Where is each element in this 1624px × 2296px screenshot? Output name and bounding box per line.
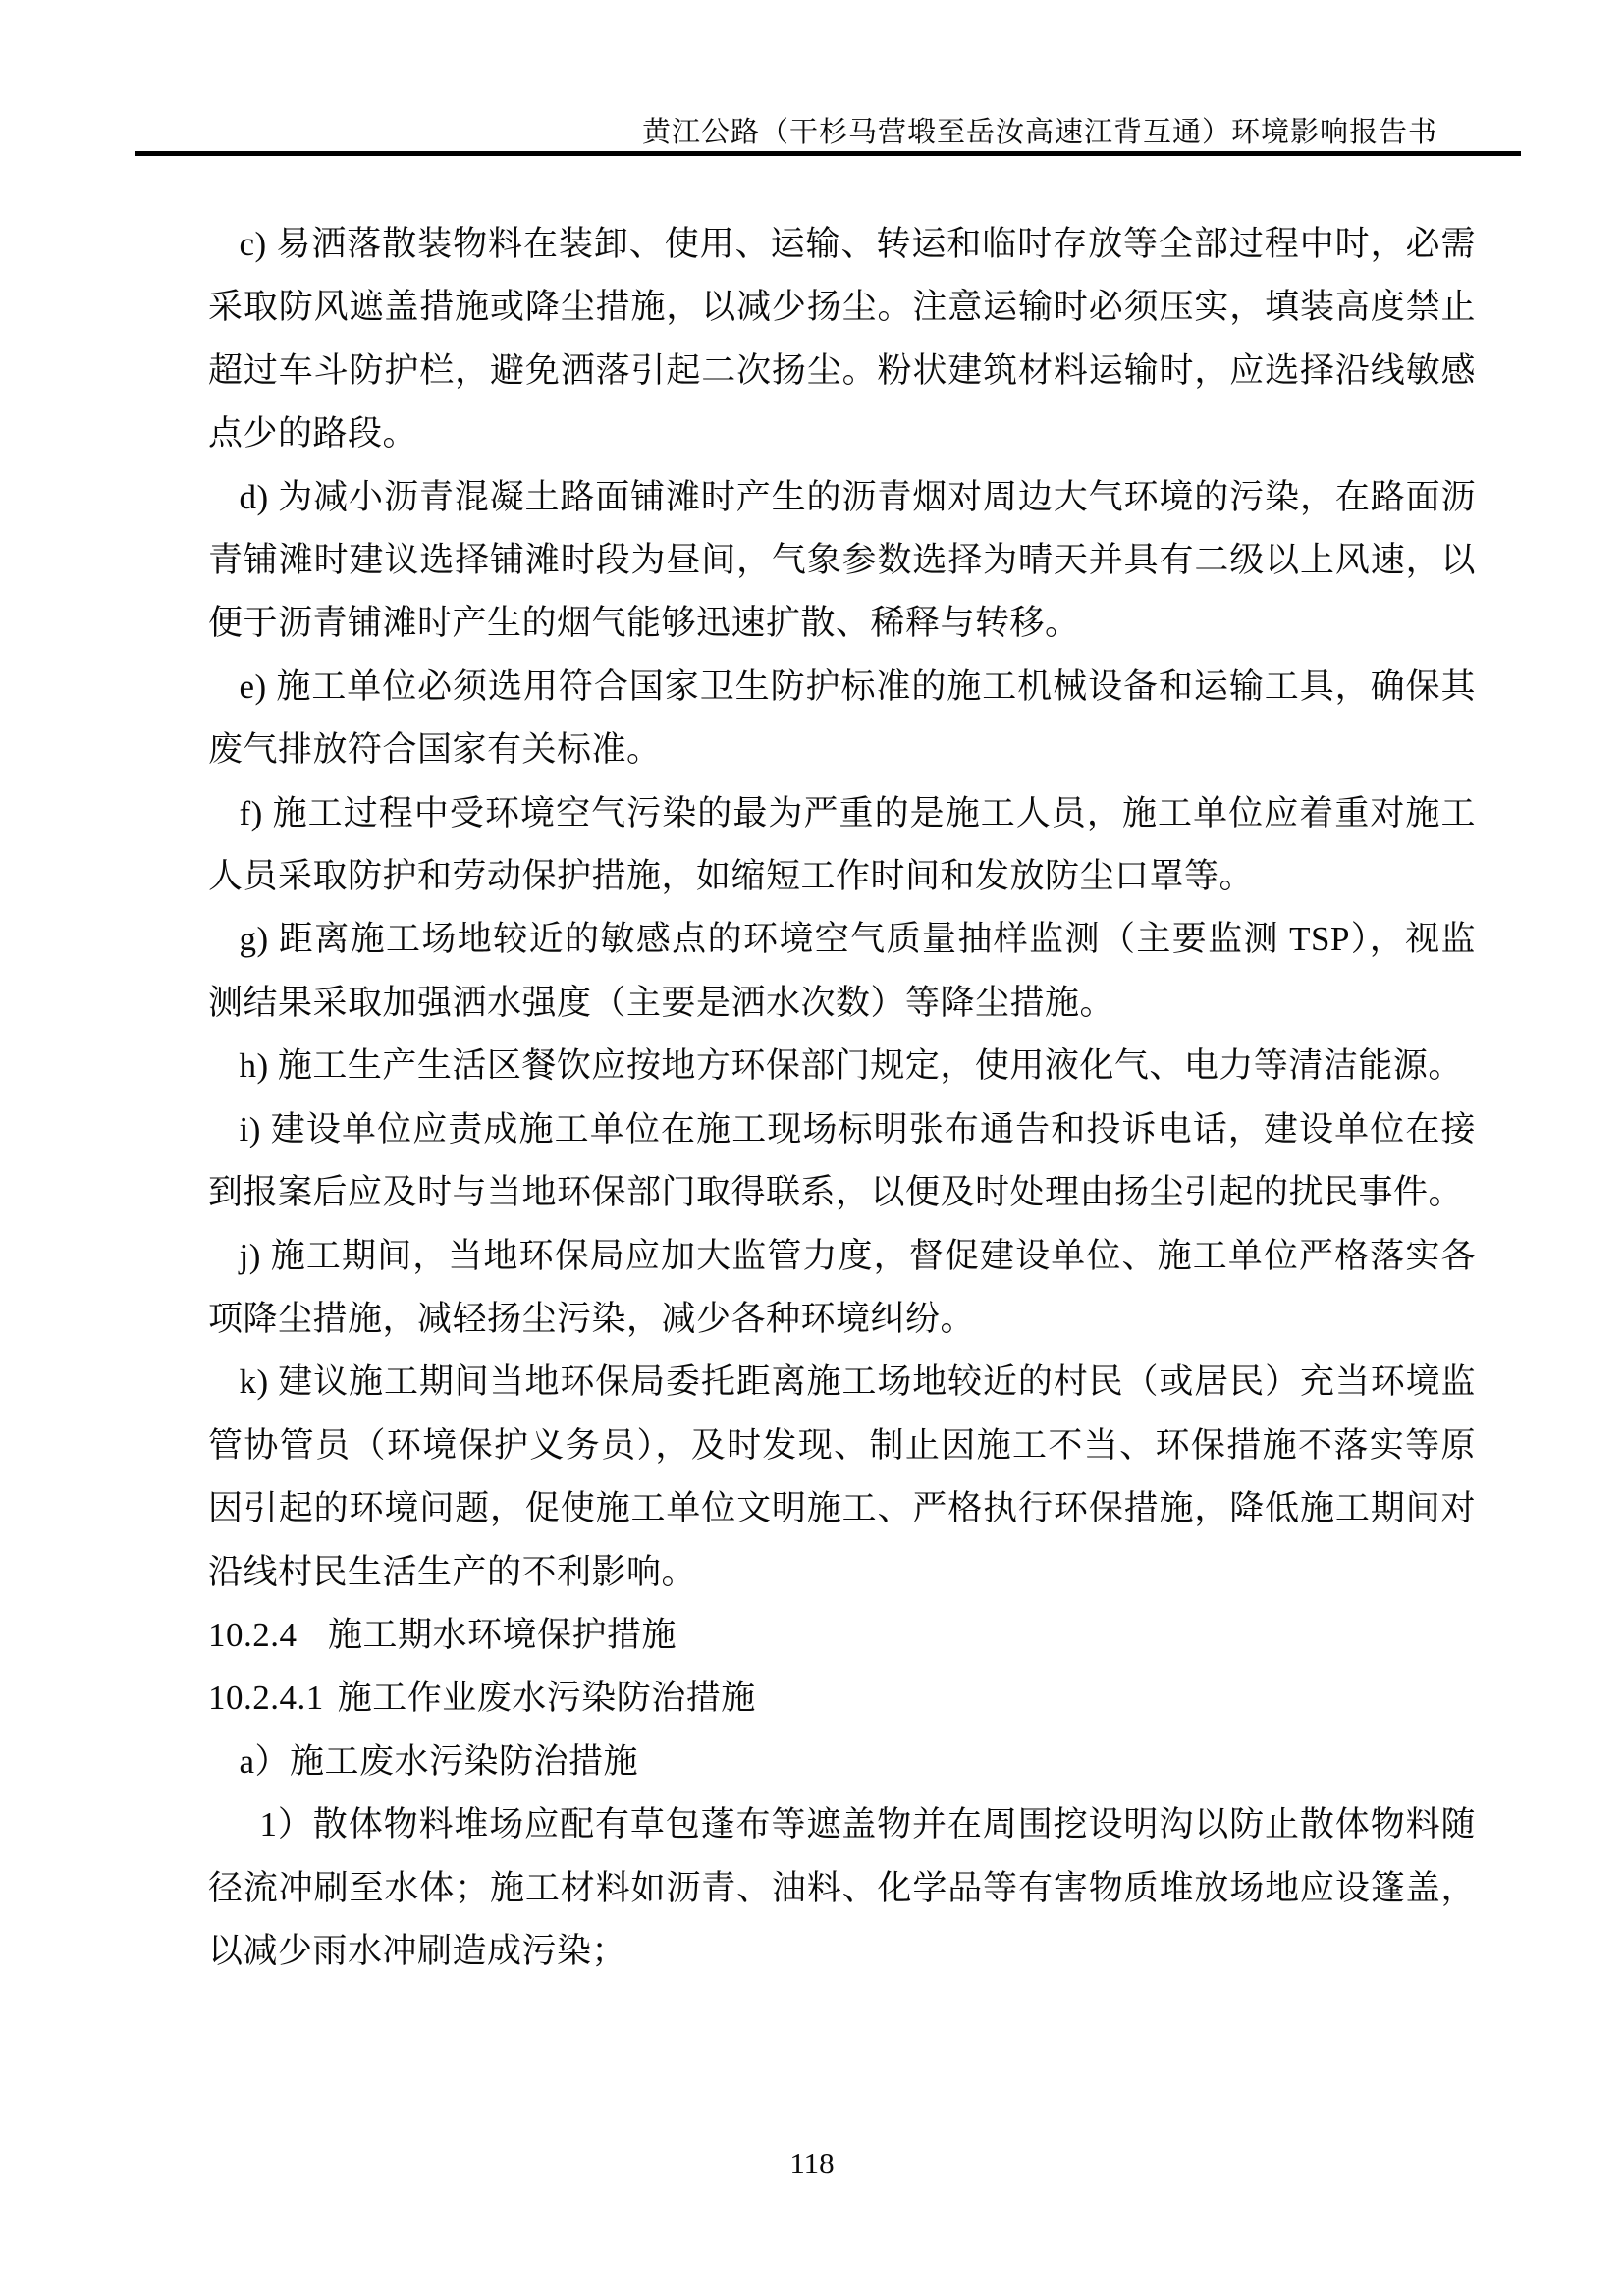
paragraph-k: k) 建议施工期间当地环保局委托距离施工场地较近的村民（或居民）充当环境监管协管员（环境保护义务员），及时发现、制止因施工不当、环保措施不落实等原因引起的环境问题，促使施工单位文明施工、严格执行环保措施，降低施工期间对沿线村民生活生产的不利影响。	[208, 1362, 1476, 1591]
section-heading-10-2-4-1	[208, 1667, 1476, 1730]
paragraph-1: 1）散体物料堆场应配有草包蓬布等遮盖物并在周围挖设明沟以防止散体物料随径流冲刷至水体；施工材料如沥青、油料、化学品等有害物质堆放场地应设篷盖，以减少雨水冲刷造成污染；	[208, 1805, 1476, 1970]
paragraph-g: g) 距离施工场地较近的敏感点的环境空气质量抽样监测（主要监测 TSP），视监测结果采取加强洒水强度（主要是洒水次数）等降尘措施。	[208, 920, 1476, 1022]
paragraph-a: a）施工废水污染防治措施	[239, 1741, 639, 1781]
paragraph-i: i) 建设单位应责成施工单位在施工现场标明张布通告和投诉电话，建设单位在接到报案后应及时与当地环保部门取得联系，以便及时处理由扬尘引起的扰民事件。	[208, 1109, 1476, 1212]
section-title-10-2-4: 施工期水环境保护措施	[328, 1615, 677, 1654]
page-number: 118	[789, 2146, 835, 2180]
section-number-10-2-4: 10.2.4	[208, 1615, 298, 1654]
section-number-10-2-4-1: 10.2.4.1	[208, 1679, 324, 1718]
paragraph-f: f) 施工过程中受环境空气污染的最为严重的是施工人员，施工单位应着重对施工人员采取防护和劳动保护措施，如缩短工作时间和发放防尘口罩等。	[208, 793, 1476, 896]
page-header-title: 黄江公路（干杉马营塅至岳汝高速江背互通）环境影响报告书	[641, 117, 1437, 148]
document-body	[208, 213, 1476, 1983]
paragraph-e: e) 施工单位必须选用符合国家卫生防护标准的施工机械设备和运输工具，确保其废气排放符合国家有关标准。	[208, 667, 1476, 770]
section-title-10-2-4-1: 施工作业废水污染防治措施	[337, 1679, 756, 1718]
section-heading-10-2-4	[208, 1604, 1476, 1667]
paragraph-j: j) 施工期间，当地环保局应加大监管力度，督促建设单位、施工单位严格落实各项降尘措施，减轻扬尘污染，减少各种环境纠纷。	[208, 1236, 1476, 1338]
paragraph-h: h) 施工生产生活区餐饮应按地方环保部门规定，使用液化气、电力等清洁能源。	[239, 1046, 1463, 1086]
page-footer	[0, 2146, 1624, 2181]
paragraph-c: c) 易洒落散装物料在装卸、使用、运输、转运和临时存放等全部过程中时，必需采取防风遮盖措施或降尘措施，以减少扬尘。注意运输时必须压实，填装高度禁止超过车斗防护栏，避免洒落引起二次扬尘。粉状建筑材料运输时，应选择沿线敏感点少的路段。	[208, 225, 1476, 454]
header-divider-rule	[135, 151, 1521, 156]
paragraph-d: d) 为减小沥青混凝土路面铺滩时产生的沥青烟对周边大气环境的污染，在路面沥青铺滩时建议选择铺滩时段为昼间，气象参数选择为晴天并具有二级以上风速，以便于沥青铺滩时产生的烟气能够迅速扩散、稀释与转移。	[208, 477, 1476, 643]
